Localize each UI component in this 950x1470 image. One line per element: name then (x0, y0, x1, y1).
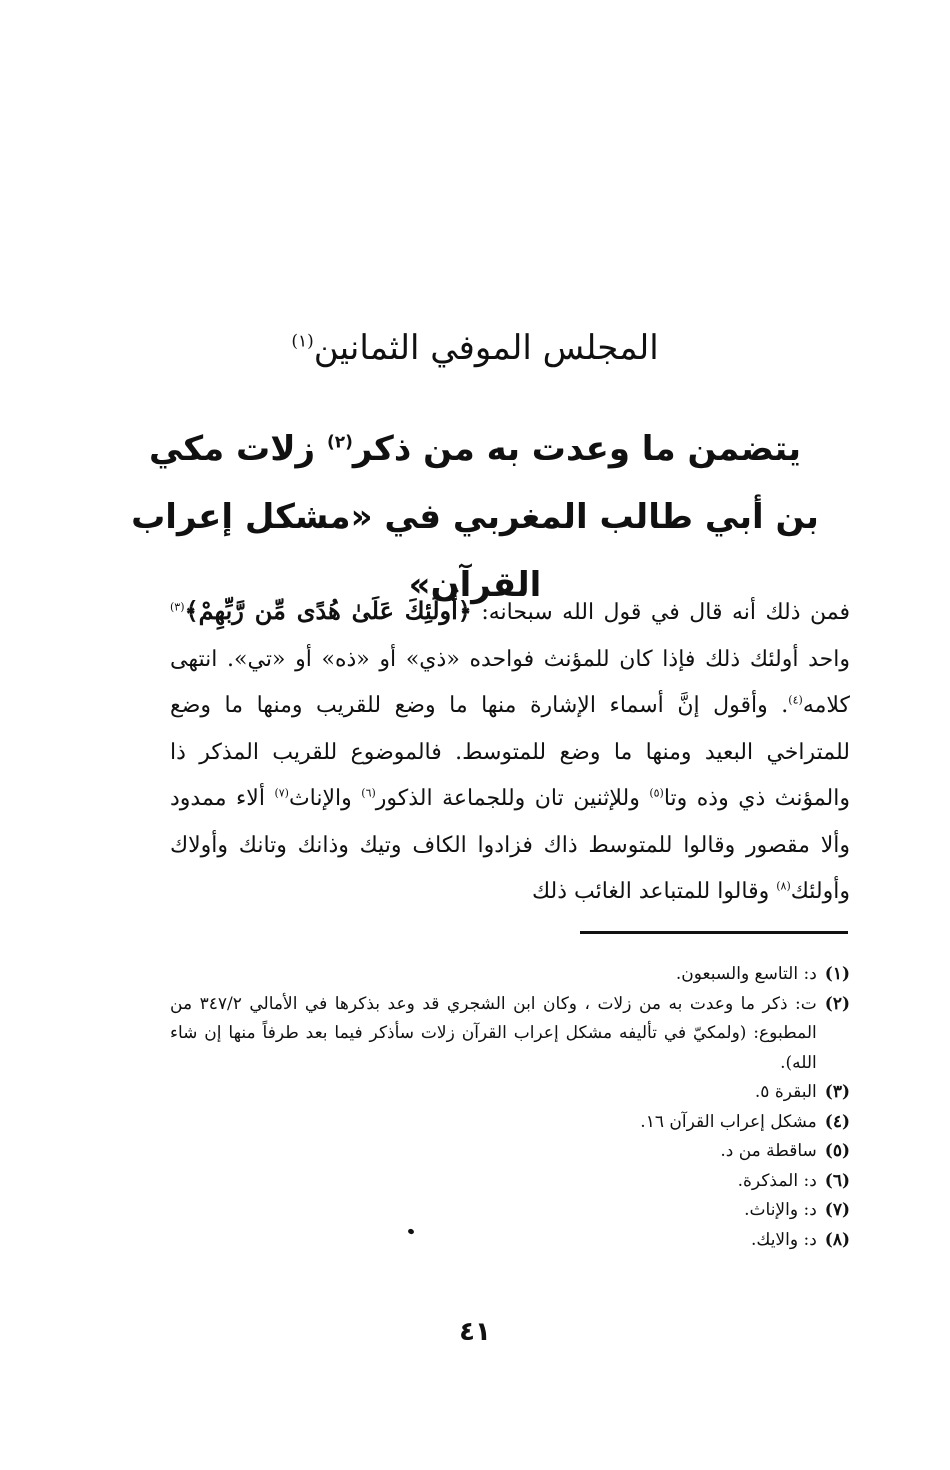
footnote-text: ساقطة من د. (720, 1141, 817, 1161)
footnote-text: د: المذكرة. (737, 1170, 817, 1191)
footnote-6 (170, 1167, 850, 1197)
footnote-text: د: التاسع والسبعون. (675, 964, 817, 984)
footnote-ref-3[interactable]: (٣) (170, 600, 185, 614)
footnote-ref-4[interactable]: (٤) (788, 693, 803, 707)
page-number: ٤١ (459, 1317, 491, 1347)
heading-text-end: زلات مكي بن أبي طالب المغربي في «مشكل إعراب القرآن» (131, 429, 819, 605)
footnote-2 (170, 990, 850, 1079)
footnote-8 (170, 1226, 850, 1256)
footnote-number: (٦) (824, 1170, 850, 1191)
body-text-3: . وأقول إنَّ أسماء الإشارة منها ما وضع للقريب ومنها ما وضع للمتراخي البعيد ومنها ما وضع للمتوسط. فالموضوع للقريب المذكر ذا والمؤنث ذي وذه وتا (170, 693, 850, 811)
footnote-separator (580, 931, 848, 934)
body-paragraph (170, 588, 850, 916)
footnote-number: (٥) (824, 1141, 850, 1161)
footnote-number: (٢) (824, 993, 850, 1014)
footnote-number: (٨) (824, 1229, 850, 1250)
footnote-1 (170, 960, 850, 990)
footnote-text: مشكل إعراب القرآن ١٦. (640, 1111, 817, 1132)
footnote-5 (170, 1137, 850, 1167)
body-text-5: والإناث (288, 786, 362, 811)
footnote-number: (٧) (824, 1200, 850, 1220)
footnote-ref-6[interactable]: (٦) (361, 786, 376, 800)
body-text-2: واحد أولئك ذلك فإذا كان للمؤنث فواحده «ذي» أو «ذه» أو «تي». انتهى كلامه (170, 646, 850, 718)
heading-text-start: يتضمن ما وعدت به من ذكر (352, 429, 801, 469)
body-text-7: وقالوا للمتباعد الغائب ذلك (531, 879, 777, 904)
body-text-4: وللإثنين تان وللجماعة الذكور (375, 786, 650, 811)
body-text-1: فمن ذلك أنه قال في قول الله سبحانه: (471, 600, 851, 625)
footnote-ref-7[interactable]: (٧) (274, 786, 289, 800)
footnote-number: (٣) (824, 1082, 850, 1102)
footnote-number: (٤) (824, 1111, 850, 1132)
session-title (0, 318, 950, 378)
footnote-4 (170, 1108, 850, 1138)
footnote-7 (170, 1196, 850, 1226)
footnote-ref-8[interactable]: (٨) (776, 879, 791, 893)
body-text-6: ألاء ممدود وألا مقصور وقالوا للمتوسط ذاك فزادوا الكاف وتيك وذانك وتانك وأولاك وأولئك (170, 786, 850, 904)
footnote-number: (١) (824, 964, 850, 984)
footnotes-section (170, 960, 850, 1255)
footnote-text: د: والإناث. (744, 1200, 817, 1220)
session-title-text: المجلس الموفي الثمانين (313, 328, 659, 368)
footnote-text: البقرة ٥. (754, 1082, 817, 1102)
footnote-text: د: والايك. (750, 1229, 817, 1250)
footnote-ref-1[interactable]: (١) (291, 331, 314, 352)
footnote-3 (170, 1078, 850, 1108)
footnote-ref-2[interactable]: (٢) (326, 432, 353, 453)
footnote-ref-5[interactable]: (٥) (649, 786, 664, 800)
quran-verse: ﴿أُولَٰئِكَ عَلَىٰ هُدًى مِّن رَّبِّهِمْ﴾ (184, 596, 472, 625)
footnote-text: ت: ذكر ما وعدت به من زلات ، وكان ابن الشجري قد وعد بذكرها في الأمالي ٣٤٧/٢ من المطبوع: (ولمكيّ في تأليفه مشكل إعراب القرآن زلات سأذكر فيما بعد طرفاً منها إن شاء الله). (170, 993, 817, 1073)
